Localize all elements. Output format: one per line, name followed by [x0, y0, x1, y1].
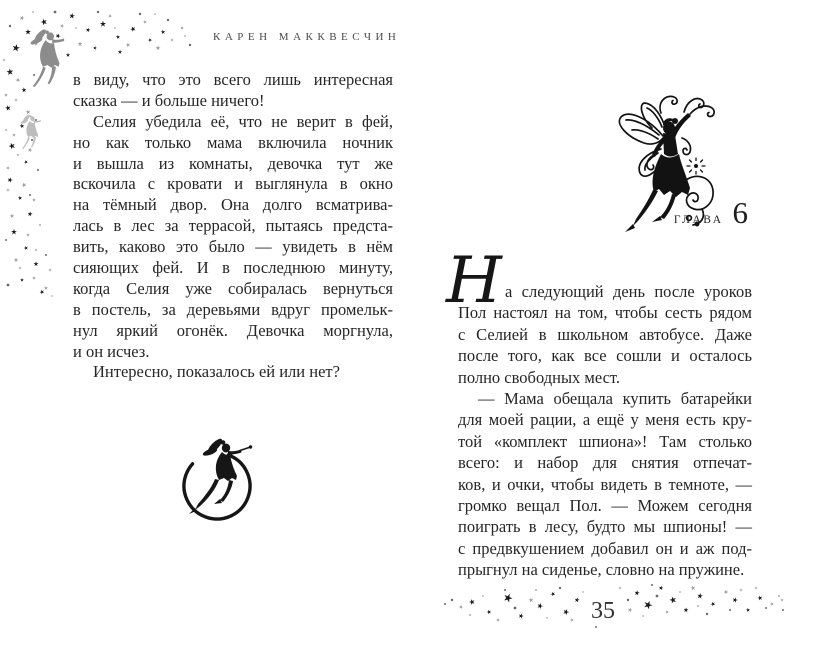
text-line: Интересно, показалось ей или нет?: [93, 362, 340, 382]
text-line: сияющих фей. И в последнюю минуту,: [73, 258, 393, 278]
text-line: поиграть в лесу, будто мы шпионы! —: [458, 517, 752, 537]
chapter-number: 6: [732, 195, 748, 230]
text-line: громко вещал Пол. — Можем сегодня: [458, 495, 752, 515]
text-line: когда Селия уже собиралась вернуться: [73, 278, 393, 298]
small-fairy-icon: [20, 114, 41, 149]
text-line: с предвкушением добавил он и аж под-: [458, 538, 752, 558]
right-text-block: [458, 281, 752, 580]
text-line: — Мама обещала купить батарейки: [478, 388, 752, 408]
chapter-label: ГЛАВА: [673, 214, 724, 226]
text-line: после того, как все сошли и осталось: [458, 346, 752, 366]
text-line: для моей рации, а ещё у меня есть кру-: [458, 410, 752, 430]
text-line: в постель, за деревьями вдруг промельк-: [73, 299, 393, 319]
text-line: всего: и набор для снятия отпечат-: [458, 453, 752, 473]
left-text-block: [73, 70, 393, 383]
text-line: но как только мама включила ночник: [73, 132, 393, 152]
text-line: сказка — и больше ничего!: [73, 90, 265, 110]
text-line: лась в лес за террасой, пытаясь предста-: [73, 216, 393, 236]
text-line: с Селией в школьном автобусе. Даже: [458, 324, 752, 344]
logo-fairy-icon: [189, 437, 252, 514]
text-line: Пол настоял на том, чтобы сесть рядом: [458, 303, 752, 323]
text-line: вить, каково это было — увидеть в нём: [73, 237, 393, 257]
text-line: Селия убедила её, что не верит в фей,: [93, 111, 393, 131]
text-line: а следующий день после уроков: [505, 282, 752, 301]
text-line: на тёмный двор. Она долго всматрива-: [73, 195, 393, 215]
text-line: и он исчез.: [73, 341, 150, 361]
chapter-heading: [458, 197, 748, 228]
text-line: полно свободных мест.: [458, 367, 621, 387]
text-line: нул яркий огонёк. Девочка моргнула,: [73, 320, 393, 340]
text-line: прыгнул на сиденье, словно на пружине.: [458, 560, 745, 580]
text-line: в виду, что это всего лишь интересная: [73, 70, 393, 89]
drop-cap: Н: [446, 244, 502, 318]
text-line: и вышла из комнаты, девочка тут же: [73, 153, 393, 173]
page-number: 35: [591, 598, 615, 624]
large-fairy-icon: [30, 28, 64, 87]
running-header: КАРЕН МАККВЕСЧИН: [213, 31, 401, 43]
text-line: той «комплект шпиона»! Там столько: [458, 431, 752, 451]
fairy-circle-logo-icon: [180, 428, 270, 533]
text-line: ков, и очки, чтобы видеть в темноте, —: [458, 474, 752, 494]
text-line: вскочила с кровати и выглянула в окно: [73, 174, 393, 194]
